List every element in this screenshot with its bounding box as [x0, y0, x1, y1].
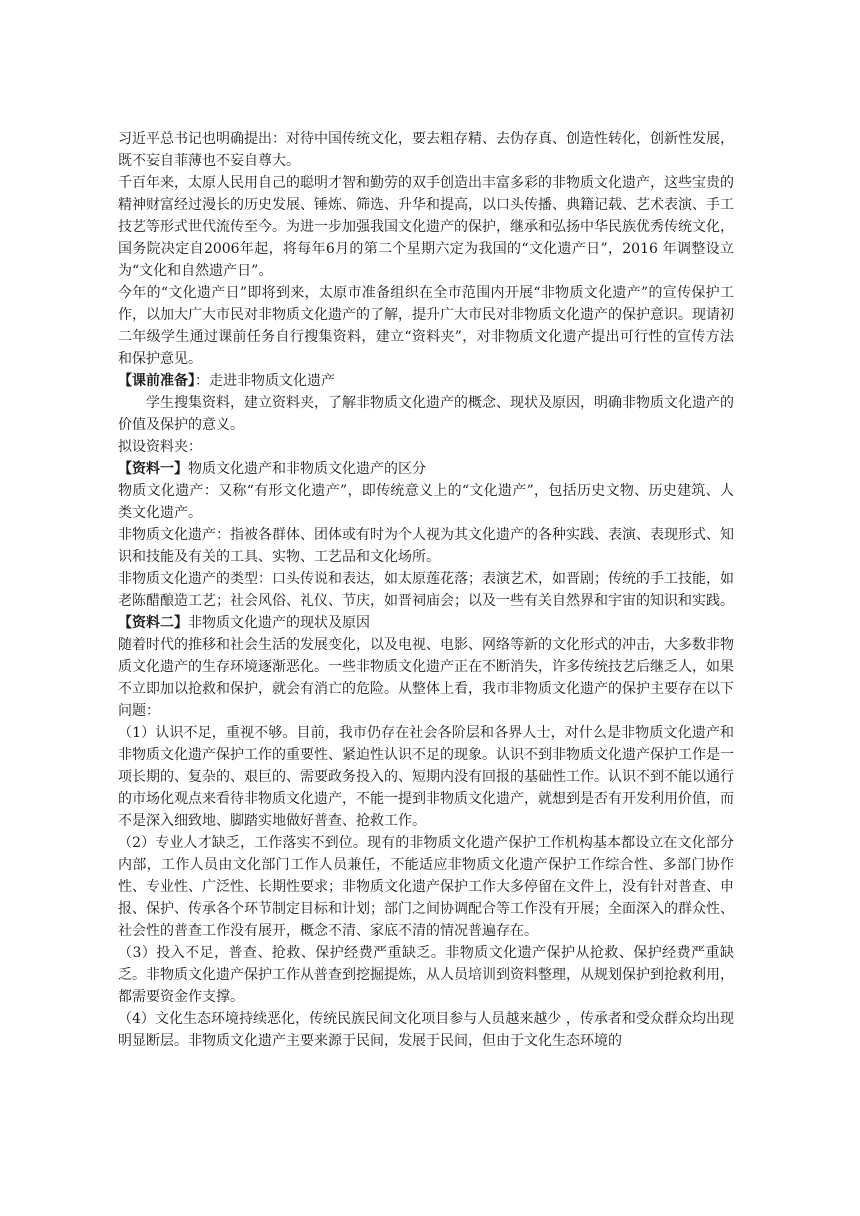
- material2-label: 【资料二】: [118, 615, 188, 631]
- paragraph-taiyuan-heritage: 千百年来，太原人民用自己的聪明才智和勤劳的双手创造出丰富多彩的非物质文化遗产，这些宝贵的精神财富经过漫长的历史发展、锤炼、筛选、升华和提高，以口头传播、典籍记载、艺术表演、手工技艺等形式世代流传至今。为进一步加强我国文化遗产的保护，继承和弘扬中华民族优秀传统文化，国务院决定自2006年起，将每年6月的第二个星期六定为我国的“文化遗产日”，2016 年调整设立为“文化和自然遗产日”。: [118, 175, 734, 279]
- material2-point-4: （4）文化生态环境持续恶化，传统民族民间文化项目参与人员越来越少 ，传承者和受众群众均出现明显断层。非物质文化遗产主要来源于民间，发展于民间，但由于文化生态环境的: [118, 1011, 734, 1049]
- material1-title: 物质文化遗产和非物质文化遗产的区分: [188, 461, 426, 477]
- material2-point-3: （3）投入不足，普查、抢救、保护经费严重缺乏。非物质文化遗产保护从抢救、保护经费严重缺乏。非物质文化遗产保护工作从普查到挖掘提炼，从人员培训到资料整理，从规划保护到抢救利用，都需要资金作支撑。: [118, 945, 734, 1005]
- material1-item-intangible: 非物质文化遗产：指被各群体、团体或有时为个人视为其文化遗产的各种实践、表演、表现形式、知识和技能及有关的工具、实物、工艺品和文化场所。: [118, 527, 734, 565]
- folder-intro: 拟设资料夹：: [118, 439, 202, 455]
- prep-title: ：走进非物质文化遗产: [195, 373, 335, 389]
- paragraph-xi-quote: 习近平总书记也明确提出：对待中国传统文化，要去粗存精、去伪存真、创造性转化，创新性发展，既不妄自菲薄也不妄自尊大。: [118, 131, 734, 169]
- material2-point-1: （1）认识不足，重视不够。目前，我市仍存在社会各阶层和各界人士，对什么是非物质文化遗产和非物质文化遗产保护工作的重要性、紧迫性认识不足的现象。认识不到非物质文化遗产保护工作是一项长期的、复杂的、艰巨的、需要政务投入的、短期内没有回报的基础性工作。认识不到不能以通行的市场化观点来看待非物质文化遗产，不能一提到非物质文化遗产，就想到是否有开发利用价值，而不是深入细致地、脚踏实地做好普查、抢救工作。: [118, 725, 734, 829]
- material2-heading: [118, 612, 734, 634]
- prep-label: 【课前准备】: [118, 373, 195, 389]
- material1-heading: [118, 458, 734, 480]
- prep-heading: [118, 370, 734, 392]
- material2-intro: 随着时代的推移和社会生活的发展变化，以及电视、电影、网络等新的文化形式的冲击，大多数非物质文化遗产的生存环境逐渐恶化。一些非物质文化遗产正在不断消失，许多传统技艺后继乏人，如果不立即加以抢救和保护，就会有消亡的危险。从整体上看，我市非物质文化遗产的保护主要存在以下问题：: [118, 637, 734, 719]
- material1-label: 【资料一】: [118, 461, 188, 477]
- document-page: [118, 128, 734, 1052]
- material1-item-types: 非物质文化遗产的类型：口头传说和表达，如太原莲花落；表演艺术，如晋剧；传统的手工技能，如老陈醋酿造工艺；社会风俗、礼仪、节庆，如晋祠庙会；以及一些有关自然界和宇宙的知识和实践。: [118, 571, 734, 609]
- material2-title: 非物质文化遗产的现状及原因: [188, 615, 370, 631]
- prep-body: 学生搜集资料，建立资料夹，了解非物质文化遗产的概念、现状及原因，明确非物质文化遗产的价值及保护的意义。: [118, 395, 734, 433]
- material1-item-tangible: 物质文化遗产：又称“有形文化遗产”，即传统意义上的“文化遗产”，包括历史文物、历史建筑、人类文化遗产。: [118, 483, 734, 521]
- material2-point-2: （2）专业人才缺乏，工作落实不到位。现有的非物质文化遗产保护工作机构基本都设立在文化部分内部，工作人员由文化部门工作人员兼任，不能适应非物质文化遗产保护工作综合性、多部门协作性、专业性、广泛性、长期性要求；非物质文化遗产保护工作大多停留在文件上，没有针对普查、申报、保护、传承各个环节制定目标和计划；部门之间协调配合等工作没有开展；全面深入的群众性、社会性的普查工作没有展开，概念不清、家底不清的情况普遍存在。: [118, 835, 734, 939]
- paragraph-heritage-day: 今年的“文化遗产日”即将到来，太原市准备组织在全市范围内开展“非物质文化遗产”的宣传保护工作，以加大广大市民对非物质文化遗产的了解，提升广大市民对非物质文化遗产的保护意识。现请初二年级学生通过课前任务自行搜集资料，建立“资料夹”，对非物质文化遗产提出可行性的宣传方法和保护意见。: [118, 285, 734, 367]
